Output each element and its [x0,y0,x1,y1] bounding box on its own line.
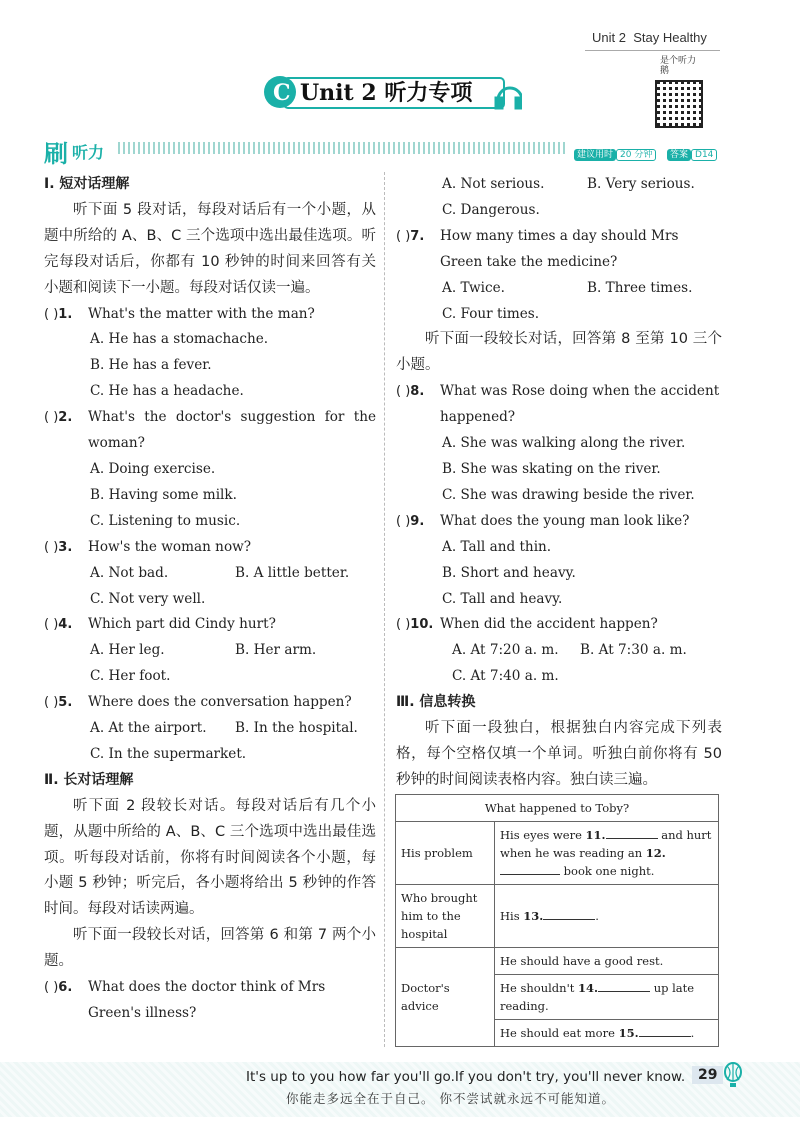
option: A. Not serious. [442,176,545,192]
question-number: 6. [58,980,73,996]
cell-text: His [500,909,520,923]
question-2 [44,405,376,535]
running-header [592,30,707,45]
table-cell [495,975,719,1020]
column-divider [384,172,385,1047]
option: A. Twice. [442,279,506,296]
option: B. At 7:30 a. m. [580,642,687,659]
blank-12[interactable] [500,874,560,875]
question-text: When did the accident happen? [440,616,658,633]
question-number: 2. [58,410,73,426]
option: B. Short and heavy. [442,564,576,581]
question-text: What does the doctor think of Mrs Green's illness? [88,979,326,1021]
answer-paren[interactable]: ( ) [44,980,59,996]
option: C. Dangerous. [442,201,540,218]
answer-paren[interactable]: ( ) [44,617,59,633]
option: B. Having some milk. [90,486,237,503]
answer-paren[interactable]: ( ) [44,410,59,426]
option: A. She was walking along the river. [442,435,686,452]
blank-15[interactable] [639,1036,691,1037]
qr-code-icon[interactable] [655,80,703,128]
option: B. Her arm. [235,642,317,659]
header-unit: Unit 2 [592,30,626,45]
option: C. Tall and heavy. [442,590,563,607]
option: B. Three times. [587,279,693,296]
question-7 [396,224,722,328]
answer-paren[interactable]: ( ) [396,513,411,529]
question-number: 7. [410,228,425,244]
answer-paren[interactable]: ( ) [396,617,411,633]
question-4 [44,612,376,690]
table-cell: His 13. . [495,885,719,948]
blank-number: 13. [523,909,544,923]
cell-text: He shouldn't [500,981,575,995]
page-title: Unit 2 听力专项 [300,80,473,106]
question-number: 8. [410,384,425,400]
cell-text: up late reading. [500,981,695,1013]
cell-text: and hurt when he was reading an [500,828,712,860]
header-rule [585,50,720,51]
blank-number: 15. [618,1026,639,1040]
option: C. Listening to music. [90,512,241,529]
qr-label: 是个听力鹅 [660,56,697,76]
question-text: What's the matter with the man? [88,305,315,322]
option: A. At the airport. [90,720,207,737]
blank-13[interactable] [543,919,595,920]
motto-chinese: 你能走多远全在于自己。 你不尝试就永远不可能知道。 [286,1091,615,1106]
question-number: 9. [410,513,425,529]
answer-paren[interactable]: ( ) [44,695,59,711]
option: B. In the hospital. [235,720,358,737]
question-number: 10. [410,617,434,633]
question-text: Which part did Cindy hurt? [88,616,276,633]
option: A. At 7:20 a. m. [452,642,559,659]
answer-paren[interactable]: ( ) [44,539,59,555]
blank-14[interactable] [598,991,650,992]
question-9 [396,509,722,613]
part3-heading: Ⅲ. 信息转换 [396,694,476,711]
option: C. At 7:40 a. m. [452,668,559,685]
option: A. Doing exercise. [90,460,216,477]
option: C. He has a headache. [90,383,244,400]
right-column [396,172,722,794]
option: A. Her leg. [90,642,165,659]
page-number: 29 [692,1066,723,1084]
option: B. Very serious. [587,176,695,192]
question-3 [44,535,376,613]
question-text: What does the young man look like? [440,512,690,529]
question-text: What's the doctor's suggestion for the woman? [88,409,376,452]
info-table [395,794,719,1047]
header-topic: Stay Healthy [633,30,707,45]
time-label: 建议用时 [574,149,616,161]
part2-heading: Ⅱ. 长对话理解 [44,771,134,788]
table-row-label: Doctor's advice [396,948,495,1047]
question-number: 5. [58,695,73,711]
part1-instruction: 听下面 5 段对话，每段对话后有一个小题，从题中所给的 A、B、C 三个选项中选出最佳选项。听完每段对话后，你都有 10 秒钟的时间来回答有关小题和阅读下一小题。每段对话仅读一遍。 [44,201,376,296]
svg-text:C: C [273,80,291,106]
option: A. Not bad. [90,564,169,581]
blank-number: 14. [578,981,599,995]
question-8 [396,379,722,509]
question-1 [44,302,376,406]
part3-instruction: 听下面一段独白，根据独白内容完成下列表格，每个空格仅填一个单词。听独白前你将有 50 秒钟的时间阅读表格内容。独白读三遍。 [396,720,722,788]
question-number: 4. [58,617,73,633]
cell-text: book one night. [563,864,655,878]
option: C. She was drawing beside the river. [442,486,695,503]
blank-number: 12. [645,846,666,860]
part2-sub2: 听下面一段较长对话，回答第 8 至第 10 三个小题。 [396,331,722,374]
question-text: What was Rose doing when the accident happened? [440,383,720,426]
blank-number: 11. [585,828,606,842]
table-row-label: His problem [396,822,495,885]
section-name: 听力 [72,143,105,162]
part1-heading: Ⅰ. 短对话理解 [44,176,130,192]
option: A. He has a stomachache. [90,331,269,348]
answer-tag [667,142,717,161]
question-number: 1. [58,306,73,322]
answer-value: D14 [691,149,717,161]
blank-11[interactable] [606,838,658,839]
question-text: How's the woman now? [88,538,252,555]
answer-paren[interactable]: ( ) [396,228,411,244]
part2-instruction: 听下面 2 段较长对话。每段对话后有几个小题，从题中所给的 A、B、C 三个选项中选出最佳选项。听每段对话前，你将有时间阅读各个小题，每小题 5 秒钟；听完后，各小题将给出 5 秒钟的作答时间。每段对话读两遍。 [44,797,376,918]
balloon-icon [722,1062,744,1088]
option: C. In the supermarket. [90,745,247,762]
section-brush-char: 刷 [44,140,68,168]
table-cell [495,822,719,885]
motto-english: It's up to you how far you'll go.If you don't try, you'll never know. [246,1069,686,1085]
question-6 [44,975,376,1027]
question-5 [44,690,376,768]
option: C. Four times. [442,305,540,322]
section-hatch [118,142,568,154]
time-value: 20 分钟 [616,149,656,161]
table-row-label: Who brought him to the hospital [396,885,495,948]
question-number: 3. [58,539,73,555]
cell-text: His eyes were [500,828,582,842]
option: B. He has a fever. [90,357,212,374]
answer-paren[interactable]: ( ) [396,384,411,400]
answer-label: 答案 [667,149,691,161]
option: B. A little better. [235,564,350,581]
time-tag [574,142,656,161]
option: B. She was skating on the river. [442,460,661,477]
question-10 [396,612,722,690]
answer-paren[interactable]: ( ) [44,306,59,322]
table-cell: He should have a good rest. [495,948,719,975]
left-column [44,172,376,1027]
cell-text: He should eat more [500,1026,615,1040]
part2-sub1: 听下面一段较长对话，回答第 6 和第 7 两个小题。 [44,927,376,970]
option: C. Her foot. [90,668,171,685]
question-text: How many times a day should Mrs Green take the medicine? [440,227,679,270]
table-title: What happened to Toby? [396,795,719,822]
option: A. Tall and thin. [442,538,552,555]
table-cell: He should eat more 15. . [495,1020,719,1047]
option: C. Not very well. [90,590,206,607]
question-text: Where does the conversation happen? [88,694,352,711]
